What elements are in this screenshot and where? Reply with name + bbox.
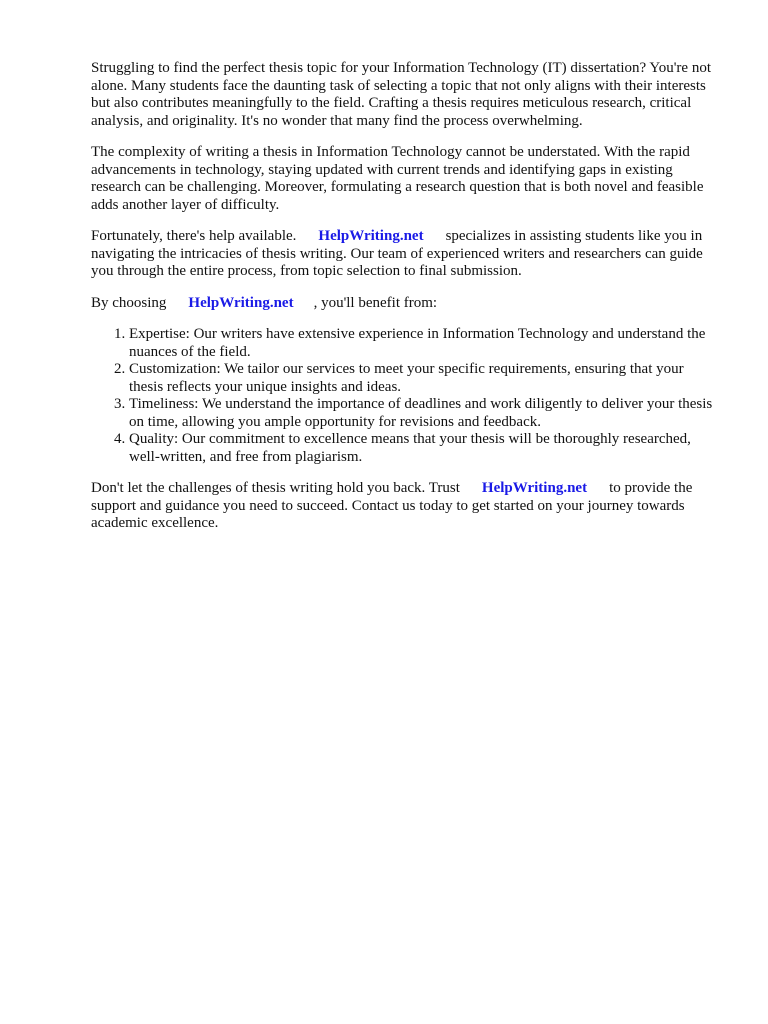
list-item: 4. Quality: Our commitment to excellence means that your thesis will be thoroughly researched, well-written, and free from plagiarism. [129,431,721,466]
help-paragraph [91,228,721,281]
closing-paragraph-rest: to provide the support and guidance you need to succeed. Contact us today to get started on your journey towards academic excellence. [91,480,693,531]
document-body [91,60,721,547]
helpwriting-link[interactable]: HelpWriting.net [318,228,424,244]
benefits-list [91,326,721,466]
help-paragraph-lead: Fortunately, there's help available. [91,228,297,244]
closing-paragraph-lead: Don't let the challenges of thesis writing hold you back. Trust [91,480,460,496]
choosing-paragraph-rest: , you'll benefit from: [313,294,438,311]
list-item: 3. Timeliness: We understand the importance of deadlines and work diligently to deliver your thesis on time, allowing you ample opportunity for revisions and feedback. [129,396,721,431]
help-paragraph-rest: specializes in assisting students like you in navigating the intricacies of thesis writing. Our team of experienced writers and researchers can guide you through the entire process, from topic selection to final submission. [91,228,703,279]
list-item: 1. Expertise: Our writers have extensive experience in Information Technology and understand the nuances of the field. [129,326,721,361]
list-item: 2. Customization: We tailor our services to meet your specific requirements, ensuring that your thesis reflects your unique insights and ideas. [129,361,721,396]
intro-paragraph: Struggling to find the perfect thesis topic for your Information Technology (IT) dissertation? You're not alone. Many students face the daunting task of selecting a topic that not only aligns with their interests but also contributes meaningfully to the field. Crafting a thesis requires meticulous research, critical analysis, and originality. It's no wonder that many find the process overwhelming. [91,60,712,129]
helpwriting-link[interactable]: HelpWriting.net [188,294,294,311]
choosing-paragraph-lead: By choosing [91,294,167,311]
helpwriting-link[interactable]: HelpWriting.net [481,480,588,496]
complexity-paragraph: The complexity of writing a thesis in Information Technology cannot be understated. With the rapid advancements in technology, staying updated with current trends and identifying gaps in existing research can be challenging. Moreover, formulating a research question that is both novel and feasible adds another layer of difficulty. [91,144,704,213]
closing-paragraph [91,480,721,533]
choosing-paragraph [91,295,721,313]
